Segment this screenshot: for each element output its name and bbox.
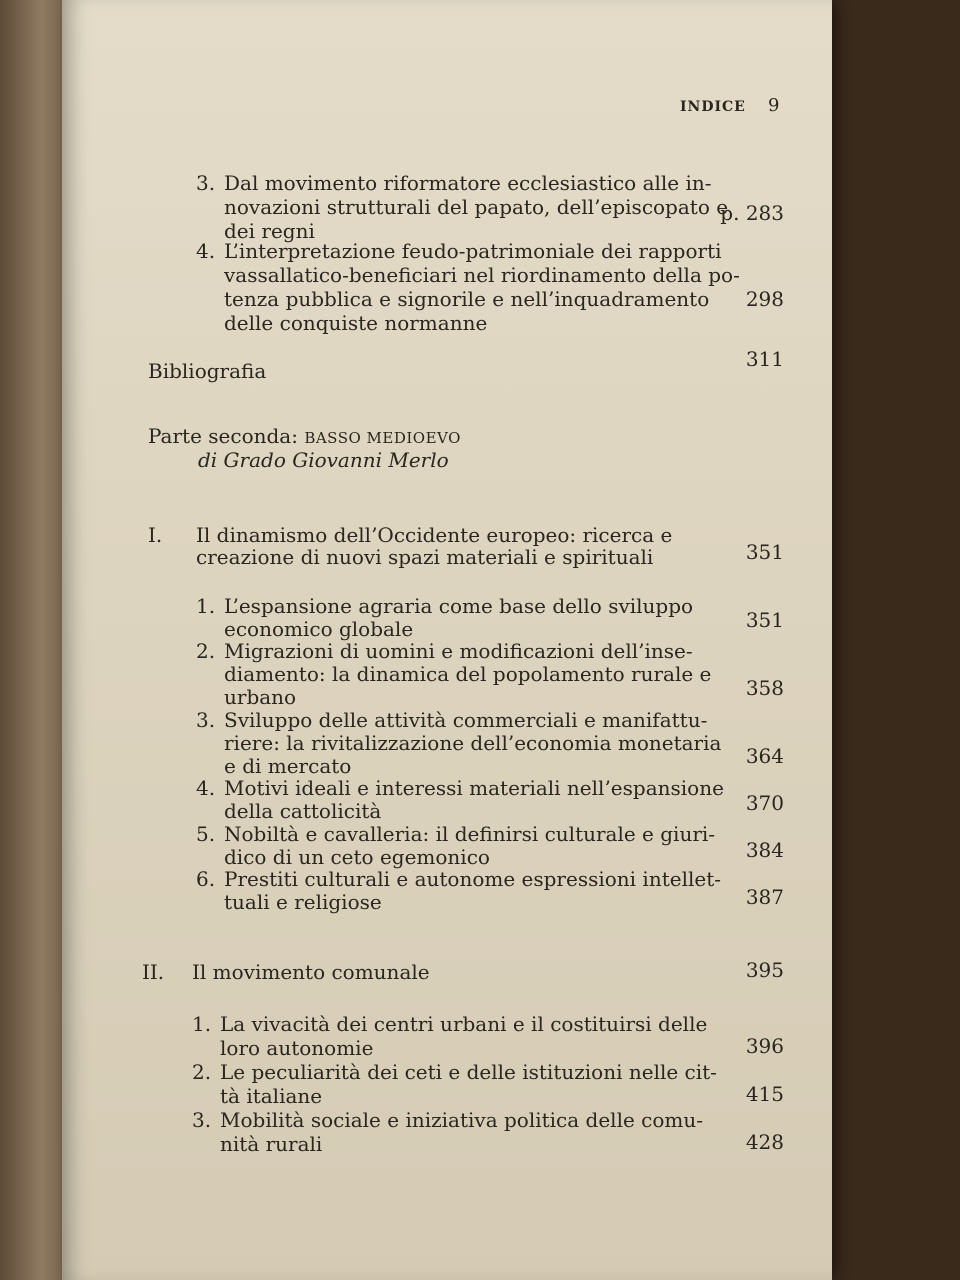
entry-line: delle conquiste normanne (224, 311, 488, 335)
entry-page: 358 (745, 676, 784, 700)
entry-number: 3. (196, 708, 216, 732)
entry-line: Prestiti culturali e autonome espressioni intellet- (224, 867, 722, 891)
entry-number: 1. (196, 594, 216, 618)
entry-page: 298 (745, 287, 784, 311)
chapter-numeral: II. (142, 960, 165, 984)
entry-number: 3. (192, 1108, 212, 1132)
entry-line: urbano (224, 685, 297, 709)
entry-page: 351 (745, 540, 784, 564)
entry-number: 2. (196, 639, 216, 663)
entry-page: 387 (745, 885, 784, 909)
entry-page: 364 (745, 744, 784, 768)
entry-line: della cattolicità (224, 799, 382, 823)
entry-line: dico di un ceto egemonico (224, 845, 490, 869)
entry-page: 395 (745, 958, 784, 982)
entry-line: tà italiane (220, 1084, 323, 1108)
entry-line: Dal movimento riformatore ecclesiastico alle in- (224, 171, 712, 195)
entry-number: 4. (196, 776, 216, 800)
chapter-title-line: creazione di nuovi spazi materiali e spirituali (196, 545, 654, 569)
chapter-title-line: Il dinamismo dell’Occidente europeo: ricerca e (196, 523, 673, 547)
entry-page: 351 (745, 608, 784, 632)
chapter-title-line: Il movimento comunale (192, 960, 430, 984)
entry-number: 6. (196, 867, 216, 891)
entry-line: e di mercato (224, 754, 352, 778)
book-page (62, 0, 832, 1280)
entry-line: Nobiltà e cavalleria: il definirsi culturale e giuri- (224, 822, 716, 846)
entry-line: tenza pubblica e signorile e nell’inquadramento (224, 287, 710, 311)
part-author: di Grado Giovanni Merlo (198, 448, 449, 472)
entry-line: economico globale (224, 617, 414, 641)
entry-page: 396 (745, 1034, 784, 1058)
entry-number: 5. (196, 822, 216, 846)
entry-line: tuali e religiose (224, 890, 382, 914)
entry-number: 3. (196, 171, 216, 195)
entry-line: Migrazioni di uomini e modificazioni dell’inse- (224, 639, 693, 663)
entry-line: dei regni (224, 219, 315, 243)
entry-line: vassallatico-beneficiari nel riordinamento della po- (224, 263, 740, 287)
part-title-prefix: Parte seconda: (148, 424, 298, 448)
part-title (148, 424, 461, 450)
entry-page: 311 (745, 347, 784, 371)
bibliography-label: Bibliografia (148, 359, 267, 383)
entry-page: 428 (745, 1130, 784, 1154)
entry-page: 415 (745, 1082, 784, 1106)
entry-number: 4. (196, 239, 216, 263)
entry-page: 370 (745, 791, 784, 815)
entry-number: 1. (192, 1012, 212, 1036)
entry-line: L’espansione agraria come base dello sviluppo (224, 594, 694, 618)
entry-line: riere: la rivitalizzazione dell’economia monetaria (224, 731, 722, 755)
entry-line: Sviluppo delle attività commerciali e manifattu- (224, 708, 708, 732)
entry-line: nità rurali (220, 1132, 323, 1156)
entry-number: 2. (192, 1060, 212, 1084)
chapter-numeral: I. (148, 523, 163, 547)
part-title-main: BASSO MEDIOEVO (304, 429, 461, 447)
entry-line: L’interpretazione feudo-patrimoniale dei rapporti (224, 239, 722, 263)
entry-line: Motivi ideali e interessi materiali nell’espansione (224, 776, 724, 800)
running-header-label: INDICE (680, 99, 746, 115)
entry-page: p. 283 (720, 201, 784, 225)
entry-line: loro autonomie (220, 1036, 374, 1060)
entry-line: La vivacità dei centri urbani e il costituirsi delle (220, 1012, 708, 1036)
entry-line: diamento: la dinamica del popolamento rurale e (224, 662, 712, 686)
entry-page: 384 (745, 838, 784, 862)
entry-line: Mobilità sociale e iniziativa politica delle comu- (220, 1108, 704, 1132)
entry-line: novazioni strutturali del papato, dell’episcopato e (224, 195, 729, 219)
running-header-page-number: 9 (768, 95, 780, 116)
entry-line: Le peculiarità dei ceti e delle istituzioni nelle cit- (220, 1060, 717, 1084)
